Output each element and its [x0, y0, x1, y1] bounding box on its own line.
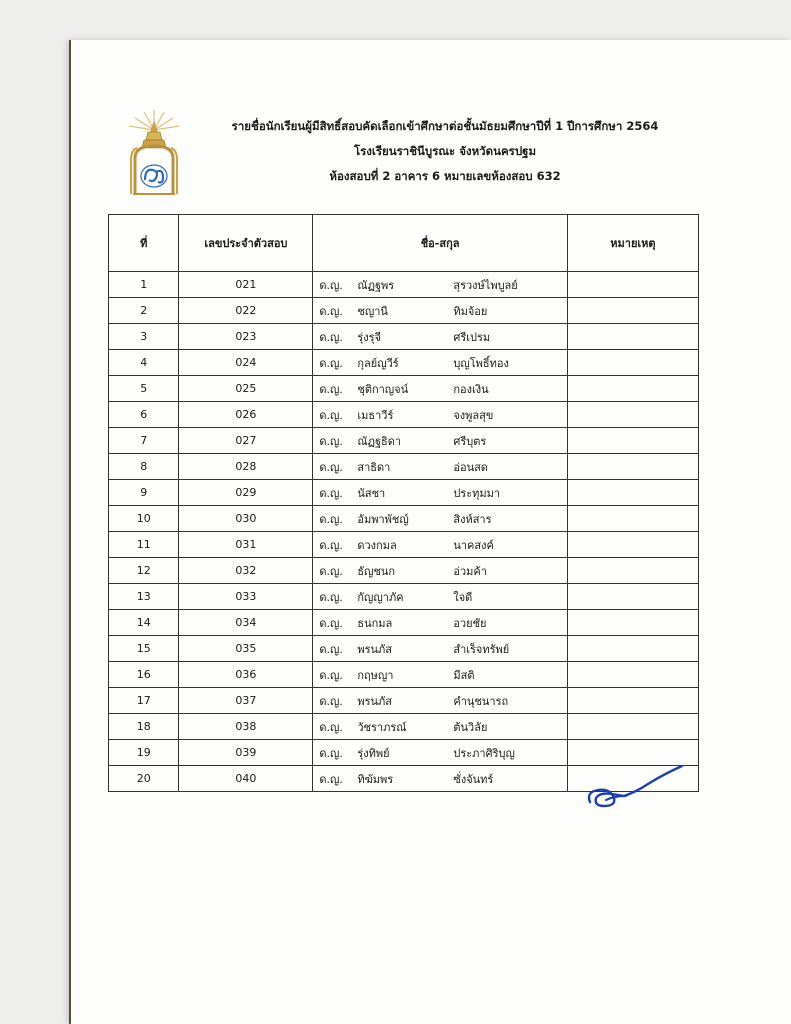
student-name [313, 272, 567, 298]
remarks-cell [567, 662, 698, 688]
row-number: 3 [109, 324, 179, 350]
first-name: ณัฏฐธิดา [357, 434, 402, 448]
name-prefix: ด.ญ. [319, 330, 343, 344]
row-number: 11 [109, 532, 179, 558]
name-prefix: ด.ญ. [319, 304, 343, 318]
first-name: ธนกมล [357, 616, 393, 630]
last-name: สำเร็จทรัพย์ [453, 642, 510, 656]
last-name: ประภาศิริบุญ [453, 746, 515, 760]
row-number: 6 [109, 402, 179, 428]
student-name [313, 740, 567, 766]
row-number: 9 [109, 480, 179, 506]
student-name-parts [313, 432, 566, 450]
row-number: 14 [109, 610, 179, 636]
exam-id: 026 [179, 402, 313, 428]
remarks-cell [567, 428, 698, 454]
table-row [109, 428, 699, 454]
first-name: เมธาวีร์ [357, 408, 394, 422]
student-name-parts [313, 770, 566, 788]
name-prefix: ด.ญ. [319, 538, 343, 552]
first-name: ดวงกมล [357, 538, 397, 552]
name-prefix: ด.ญ. [319, 772, 343, 786]
remarks-cell [567, 584, 698, 610]
exam-id: 040 [179, 766, 313, 792]
exam-id: 032 [179, 558, 313, 584]
last-name: ศรีบุตร [453, 434, 487, 448]
last-name: ทิมจ้อย [453, 304, 488, 318]
exam-id: 036 [179, 662, 313, 688]
row-number: 2 [109, 298, 179, 324]
student-name-parts [313, 562, 566, 580]
student-name [313, 298, 567, 324]
student-name-parts [313, 536, 566, 554]
school-emblem-icon [123, 108, 185, 196]
table-row [109, 688, 699, 714]
table-row [109, 454, 699, 480]
exam-id: 035 [179, 636, 313, 662]
last-name: อ่วมค้า [453, 564, 487, 578]
exam-room-info: ห้องสอบที่ 2 อาคาร 6 หมายเลขห้องสอบ 632 [329, 169, 561, 183]
student-roster-table [108, 214, 699, 792]
table-row [109, 584, 699, 610]
student-name-parts [313, 406, 566, 424]
exam-id: 033 [179, 584, 313, 610]
first-name: ณัฏฐพร [357, 278, 395, 292]
row-number: 20 [109, 766, 179, 792]
name-prefix: ด.ญ. [319, 486, 343, 500]
exam-id: 039 [179, 740, 313, 766]
student-name [313, 532, 567, 558]
first-name: ชุติกาญจน์ [357, 382, 409, 396]
column-header-number: ที่ [109, 215, 179, 272]
remarks-cell [567, 454, 698, 480]
student-name-parts [313, 380, 566, 398]
row-number: 17 [109, 688, 179, 714]
name-prefix: ด.ญ. [319, 278, 343, 292]
remarks-cell [567, 688, 698, 714]
student-name-parts [313, 510, 566, 528]
student-name [313, 376, 567, 402]
student-name-parts [313, 354, 566, 372]
name-prefix: ด.ญ. [319, 590, 343, 604]
first-name: กฤษญา [357, 668, 394, 682]
first-name: พรนภัส [357, 694, 393, 708]
student-name-parts [313, 302, 566, 320]
last-name: สิงห์สาร [453, 512, 492, 526]
remarks-cell [567, 610, 698, 636]
table-row [109, 506, 699, 532]
exam-id: 024 [179, 350, 313, 376]
column-header-exam-id: เลขประจำตัวสอบ [179, 215, 313, 272]
table-row [109, 272, 699, 298]
first-name: นัสชา [357, 486, 386, 500]
row-number: 10 [109, 506, 179, 532]
student-name [313, 610, 567, 636]
table-row [109, 610, 699, 636]
first-name: กัญญาภัค [357, 590, 404, 604]
last-name: คำนุชนารถ [453, 694, 509, 708]
student-name-parts [313, 588, 566, 606]
first-name: ธัญชนก [357, 564, 396, 578]
last-name: ใจดี [453, 590, 473, 604]
student-name-parts [313, 276, 566, 294]
last-name: นาคสงค์ [453, 538, 494, 552]
last-name: สุรวงษ์ไพบูลย์ [453, 278, 518, 292]
signature-icon [584, 762, 688, 814]
table-header-row [109, 215, 699, 272]
row-number: 18 [109, 714, 179, 740]
student-name [313, 454, 567, 480]
table-row [109, 714, 699, 740]
remarks-cell [567, 402, 698, 428]
student-name-parts [313, 484, 566, 502]
row-number: 1 [109, 272, 179, 298]
first-name: ทิฆัมพร [357, 772, 394, 786]
name-prefix: ด.ญ. [319, 460, 343, 474]
first-name: ชญานี [357, 304, 388, 318]
remarks-cell [567, 324, 698, 350]
row-number: 15 [109, 636, 179, 662]
name-prefix: ด.ญ. [319, 382, 343, 396]
remarks-cell [567, 376, 698, 402]
name-prefix: ด.ญ. [319, 564, 343, 578]
table-row [109, 350, 699, 376]
student-name [313, 584, 567, 610]
first-name: รุ่งรุจี [357, 330, 381, 344]
last-name: มีสติ [453, 668, 475, 682]
last-name: อ่อนสด [453, 460, 488, 474]
remarks-cell [567, 636, 698, 662]
exam-id: 025 [179, 376, 313, 402]
remarks-cell [567, 272, 698, 298]
table-row [109, 480, 699, 506]
remarks-cell [567, 558, 698, 584]
row-number: 19 [109, 740, 179, 766]
row-number: 16 [109, 662, 179, 688]
student-name-parts [313, 328, 566, 346]
exam-id: 038 [179, 714, 313, 740]
table-row [109, 636, 699, 662]
student-name [313, 558, 567, 584]
first-name: อัมพาพัชญ์ [357, 512, 409, 526]
student-name [313, 402, 567, 428]
last-name: ซั่งจันทร์ [453, 772, 494, 786]
remarks-cell [567, 480, 698, 506]
student-name [313, 714, 567, 740]
document-header [200, 114, 690, 189]
exam-id: 027 [179, 428, 313, 454]
table-row [109, 324, 699, 350]
remarks-cell [567, 532, 698, 558]
student-name [313, 766, 567, 792]
table-row [109, 532, 699, 558]
exam-id: 037 [179, 688, 313, 714]
last-name: ศรีเปรม [453, 330, 491, 344]
table-row [109, 558, 699, 584]
student-name [313, 662, 567, 688]
row-number: 4 [109, 350, 179, 376]
student-name-parts [313, 614, 566, 632]
table-row [109, 402, 699, 428]
name-prefix: ด.ญ. [319, 746, 343, 760]
name-prefix: ด.ญ. [319, 694, 343, 708]
table-row [109, 662, 699, 688]
row-number: 7 [109, 428, 179, 454]
name-prefix: ด.ญ. [319, 434, 343, 448]
row-number: 5 [109, 376, 179, 402]
row-number: 12 [109, 558, 179, 584]
student-name [313, 506, 567, 532]
row-number: 8 [109, 454, 179, 480]
exam-id: 029 [179, 480, 313, 506]
first-name: สาธิดา [357, 460, 391, 474]
exam-id: 031 [179, 532, 313, 558]
student-name [313, 480, 567, 506]
remarks-cell [567, 350, 698, 376]
student-name [313, 636, 567, 662]
remarks-cell [567, 298, 698, 324]
exam-id: 034 [179, 610, 313, 636]
table-row [109, 298, 699, 324]
column-header-name: ชื่อ-สกุล [313, 215, 567, 272]
table-row [109, 376, 699, 402]
school-name: โรงเรียนราชินีบูรณะ จังหวัดนครปฐม [353, 144, 537, 158]
name-prefix: ด.ญ. [319, 668, 343, 682]
student-name [313, 350, 567, 376]
column-header-remarks: หมายเหตุ [567, 215, 698, 272]
first-name: กุลย์ญวีร์ [357, 356, 399, 370]
student-name-parts [313, 718, 566, 736]
student-name [313, 324, 567, 350]
name-prefix: ด.ญ. [319, 642, 343, 656]
name-prefix: ด.ญ. [319, 512, 343, 526]
first-name: วัชราภรณ์ [357, 720, 407, 734]
first-name: พรนภัส [357, 642, 393, 656]
last-name: ต้นวิลัย [453, 720, 488, 734]
name-prefix: ด.ญ. [319, 720, 343, 734]
exam-id: 028 [179, 454, 313, 480]
student-name-parts [313, 744, 566, 762]
student-name-parts [313, 640, 566, 658]
exam-id: 030 [179, 506, 313, 532]
table-body [109, 272, 699, 792]
exam-id: 021 [179, 272, 313, 298]
remarks-cell [567, 714, 698, 740]
student-name-parts [313, 458, 566, 476]
last-name: จงพูลสุข [453, 408, 494, 422]
student-name [313, 688, 567, 714]
last-name: ประทุมมา [453, 486, 501, 500]
student-name-parts [313, 666, 566, 684]
student-name [313, 428, 567, 454]
name-prefix: ด.ญ. [319, 616, 343, 630]
name-prefix: ด.ญ. [319, 356, 343, 370]
last-name: บุญโพธิ์ทอง [453, 356, 509, 370]
remarks-cell [567, 506, 698, 532]
row-number: 13 [109, 584, 179, 610]
exam-id: 023 [179, 324, 313, 350]
first-name: รุ่งทิพย์ [357, 746, 390, 760]
document-title: รายชื่อนักเรียนผู้มีสิทธิ์สอบคัดเลือกเข้าศึกษาต่อชั้นมัธยมศึกษาปีที่ 1 ปีการศึกษา 2564 [231, 119, 659, 133]
student-name-parts [313, 692, 566, 710]
name-prefix: ด.ญ. [319, 408, 343, 422]
exam-id: 022 [179, 298, 313, 324]
last-name: กองเงิน [453, 382, 489, 396]
last-name: อวยชัย [453, 616, 487, 630]
